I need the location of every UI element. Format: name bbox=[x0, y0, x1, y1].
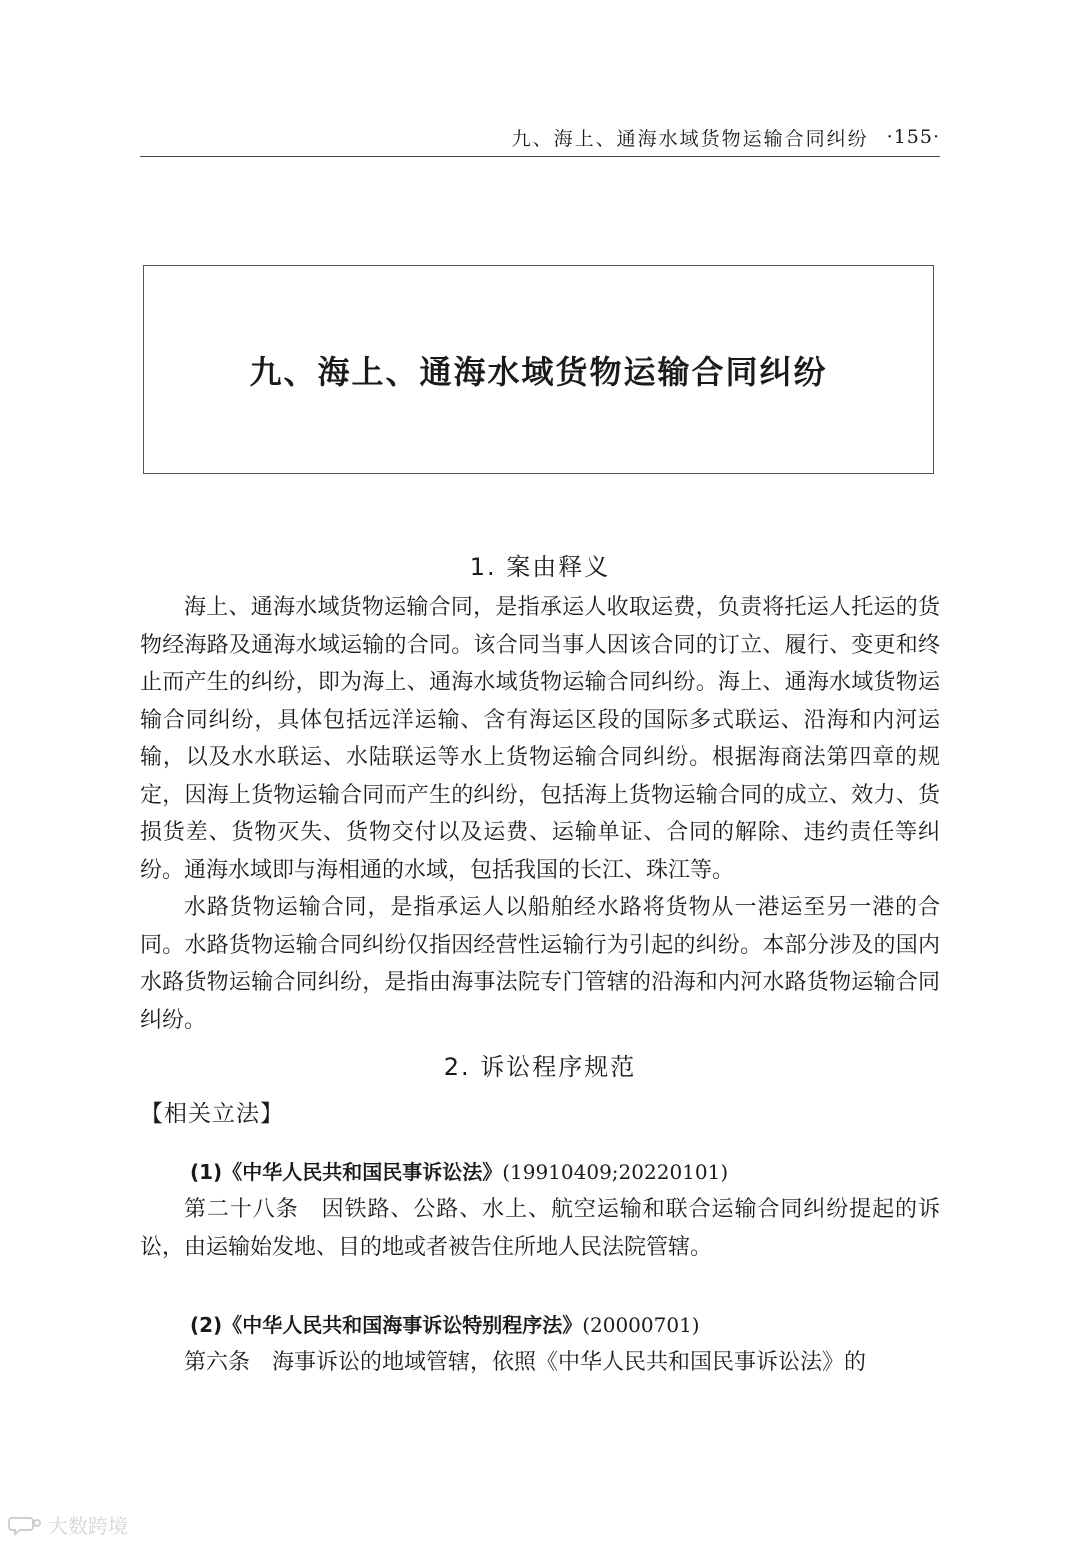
law-date: (20000701) bbox=[582, 1313, 700, 1337]
page-number: ·155· bbox=[886, 126, 940, 148]
law-name: (2)《中华人民共和国海事诉讼特别程序法》 bbox=[190, 1313, 583, 1337]
law-article: 第二十八条 因铁路、公路、水上、航空运输和联合运输合同纠纷提起的诉讼，由运输始发地、目的地或者被告住所地人民法院管辖。 bbox=[140, 1197, 940, 1260]
law-title bbox=[140, 1306, 940, 1344]
watermark bbox=[8, 1510, 128, 1539]
law-title bbox=[140, 1153, 940, 1191]
section-title-2: 2. 诉讼程序规范 bbox=[443, 1053, 637, 1081]
related-legislation-heading: 【相关立法】 bbox=[140, 1101, 284, 1127]
chapter-title-box bbox=[143, 265, 934, 474]
section-title-1: 1. 案由释义 bbox=[469, 553, 611, 581]
watermark-text: 大数跨境 bbox=[48, 1514, 128, 1538]
law-date: (19910409;20220101) bbox=[502, 1160, 729, 1184]
chapter-title: 九、海上、通海水域货物运输合同纠纷 bbox=[249, 352, 828, 391]
law-name: (1)《中华人民共和国民事诉讼法》 bbox=[190, 1160, 503, 1184]
chat-bubble-logo-icon bbox=[8, 1514, 42, 1536]
running-title: 九、海上、通海水域货物运输合同纠纷 bbox=[511, 127, 869, 150]
running-header bbox=[140, 118, 940, 157]
paragraph: 海上、通海水域货物运输合同，是指承运人收取运费，负责将托运人托运的货物经海路及通海水域运输的合同。该合同当事人因该合同的订立、履行、变更和终止而产生的纠纷，即为海上、通海水域货物运输合同纠纷。海上、通海水域货物运输合同纠纷，具体包括远洋运输、含有海运区段的国际多式联运、沿海和内河运输，以及水水联运、水陆联运等水上货物运输合同纠纷。根据海商法第四章的规定，因海上货物运输合同而产生的纠纷，包括海上货物运输合同的成立、效力、货损货差、货物灭失、货物交付以及运费、运输单证、合同的解除、违约责任等纠纷。通海水域即与海相通的水域，包括我国的长江、珠江等。 bbox=[140, 595, 940, 883]
law-article: 第六条 海事诉讼的地域管辖，依照《中华人民共和国民事诉讼法》的 bbox=[184, 1350, 867, 1375]
paragraph: 水路货物运输合同，是指承运人以船舶经水路将货物从一港运至另一港的合同。水路货物运输合同纠纷仅指因经营性运输行为引起的纠纷。本部分涉及的国内水路货物运输合同纠纷，是指由海事法院专门管辖的沿海和内河水路货物运输合同纠纷。 bbox=[140, 895, 940, 1033]
page-content bbox=[140, 545, 940, 1382]
